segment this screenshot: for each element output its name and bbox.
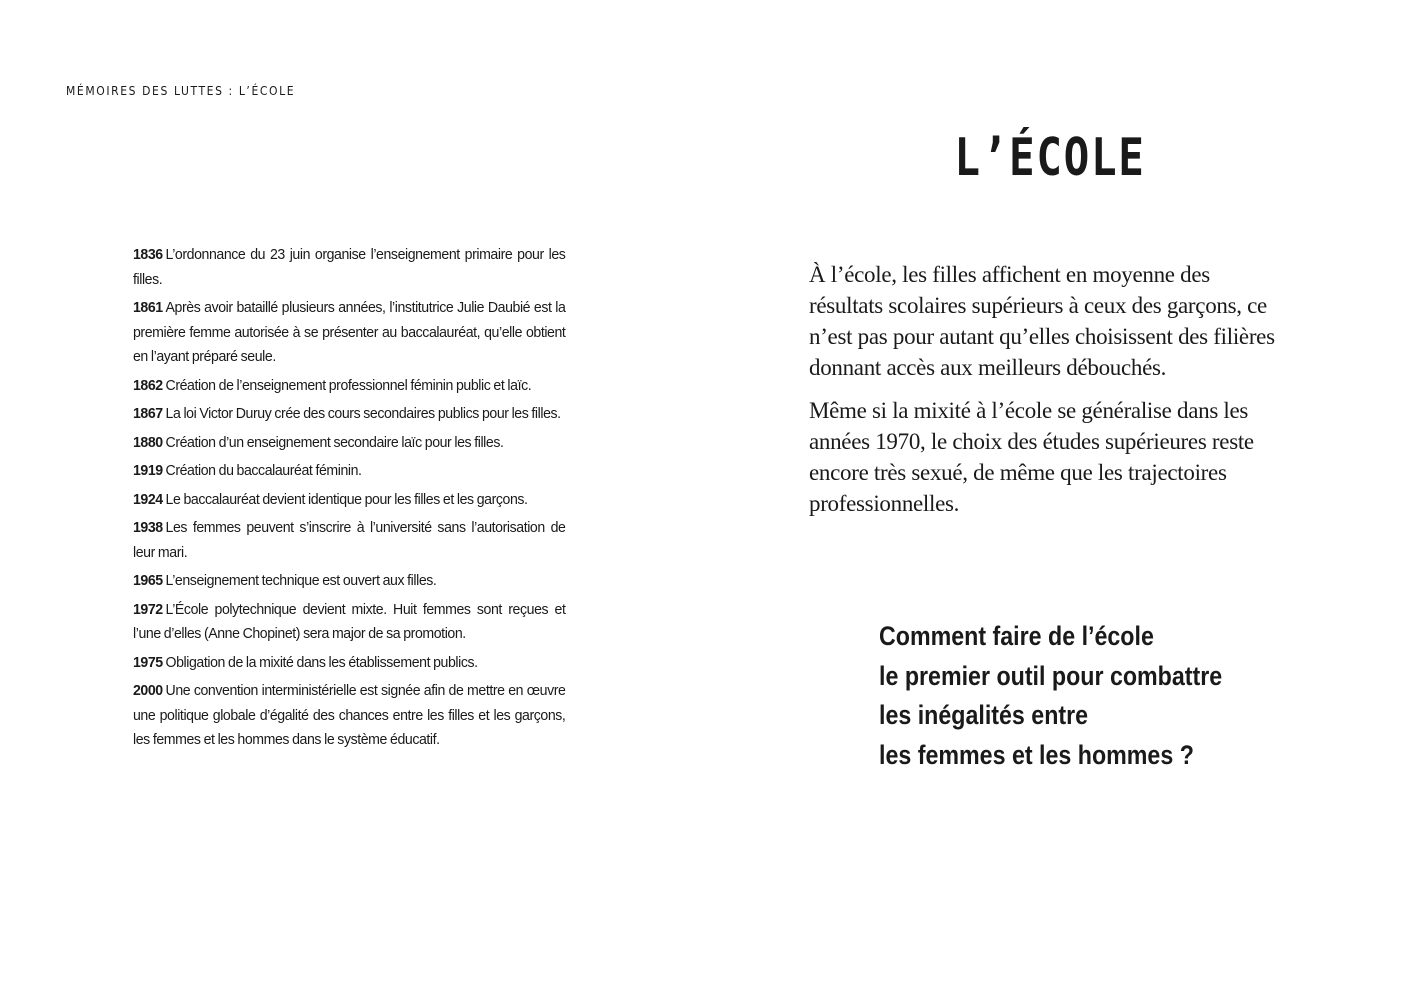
timeline-text: Création du baccalauréat féminin. bbox=[165, 462, 362, 479]
intro-text bbox=[809, 259, 1279, 531]
timeline-year: 1862 bbox=[133, 376, 163, 394]
question-callout bbox=[879, 617, 1257, 775]
timeline-entry bbox=[133, 374, 565, 399]
running-head: MÉMOIRES DES LUTTES : L’ÉCOLE bbox=[66, 84, 296, 98]
timeline-year: 1965 bbox=[133, 572, 163, 589]
timeline-entry bbox=[133, 569, 565, 594]
timeline-entry bbox=[133, 296, 565, 370]
intro-paragraph: À l’école, les filles affichent en moyenne des résultats scolaires supérieurs à ceux des garçons, ce n’est pas pour autant qu’elles choisissent des filières donnant accès aux meilleurs débouchés. bbox=[809, 262, 1275, 380]
timeline-year: 1836 bbox=[133, 246, 163, 263]
timeline-text: L’enseignement technique est ouvert aux filles. bbox=[165, 572, 437, 589]
timeline-text: Obligation de la mixité dans les établissement publics. bbox=[165, 653, 478, 671]
timeline-text: Création d’un enseignement secondaire laïc pour les filles. bbox=[165, 433, 504, 451]
timeline-year: 1880 bbox=[133, 433, 163, 451]
timeline-text: Une convention interministérielle est signée afin de mettre en œuvre une politique globale d’égalité des chances entre les filles et les garçons, les femmes et les hommes dans le système éducatif. bbox=[133, 682, 566, 748]
timeline-year: 1938 bbox=[133, 519, 163, 536]
question-line: Comment faire de l’école bbox=[879, 621, 1154, 651]
question-line: le premier outil pour combattre bbox=[879, 660, 1223, 691]
timeline-text: Après avoir bataillé plusieurs années, l’institutrice Julie Daubié est la première femme autorisée à se présenter au baccalauréat, qu’elle obtient en l’ayant préparé seule. bbox=[133, 299, 566, 365]
timeline-year: 1867 bbox=[133, 405, 163, 422]
timeline-entry bbox=[133, 516, 565, 565]
timeline-entry bbox=[133, 459, 565, 484]
timeline-year: 1919 bbox=[133, 462, 163, 479]
page-title: L’ÉCOLE bbox=[954, 128, 1146, 188]
timeline-text: Création de l’enseignement professionnel féminin public et laïc. bbox=[165, 376, 532, 394]
timeline-text: L’École polytechnique devient mixte. Huit femmes sont reçues et l’une d’elles (Anne Chopinet) sera major de sa promotion. bbox=[133, 600, 566, 642]
timeline-entry bbox=[133, 402, 565, 427]
timeline-entry bbox=[133, 488, 565, 513]
timeline-entry bbox=[133, 243, 565, 292]
timeline bbox=[133, 243, 565, 757]
timeline-entry bbox=[133, 679, 565, 753]
timeline-entry bbox=[133, 431, 565, 456]
timeline-year: 2000 bbox=[133, 682, 163, 699]
timeline-entry bbox=[133, 598, 565, 647]
intro-paragraph: Même si la mixité à l’école se généralise dans les années 1970, le choix des études supérieures reste encore très sexué, de même que les trajectoires professionnelles. bbox=[809, 398, 1254, 516]
timeline-year: 1972 bbox=[133, 600, 163, 618]
timeline-year: 1924 bbox=[133, 490, 163, 508]
timeline-text: Les femmes peuvent s’inscrire à l’université sans l’autorisation de leur mari. bbox=[133, 519, 566, 561]
timeline-year: 1861 bbox=[133, 299, 163, 316]
question-line: les inégalités entre bbox=[879, 700, 1089, 730]
timeline-text: L’ordonnance du 23 juin organise l’enseignement primaire pour les filles. bbox=[133, 246, 566, 288]
timeline-text: Le baccalauréat devient identique pour les filles et les garçons. bbox=[165, 490, 528, 508]
timeline-text: La loi Victor Duruy crée des cours secondaires publics pour les filles. bbox=[165, 405, 561, 422]
timeline-year: 1975 bbox=[133, 653, 163, 671]
timeline-entry bbox=[133, 651, 565, 676]
question-line: les femmes et les hommes ? bbox=[879, 739, 1194, 770]
